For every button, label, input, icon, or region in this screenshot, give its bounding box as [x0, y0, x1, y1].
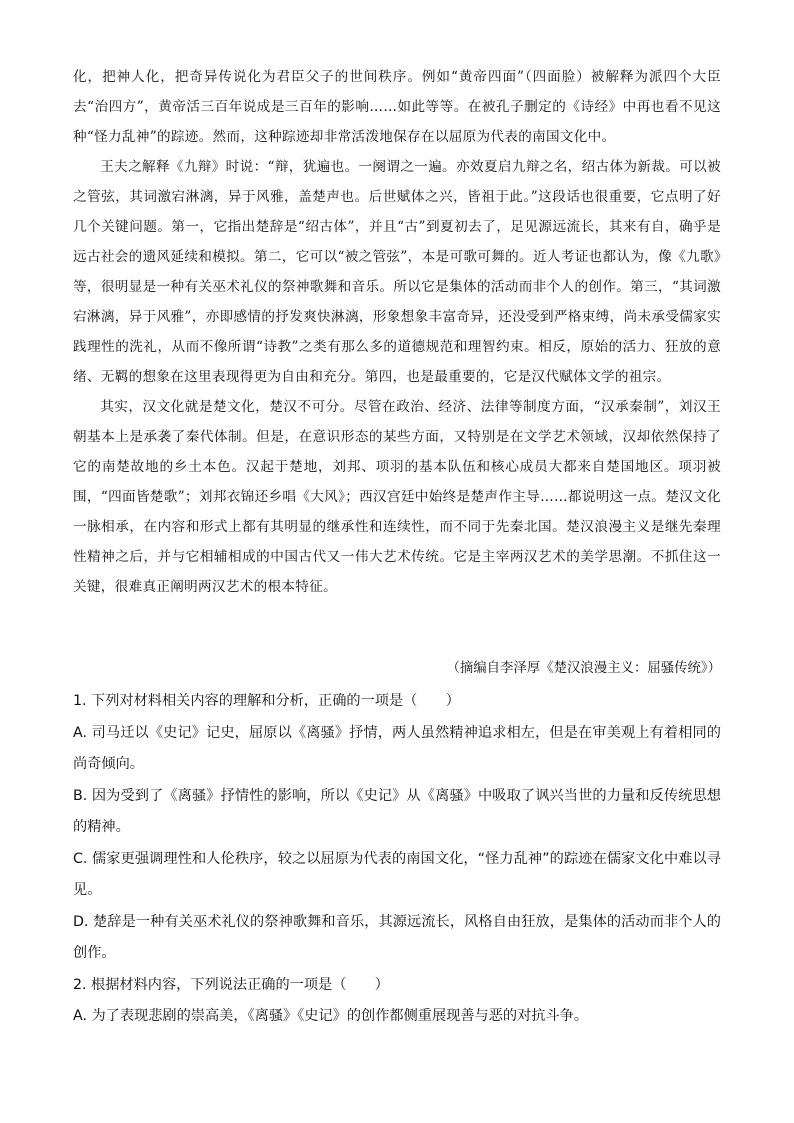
question-2-option-a: A. 为了表现悲剧的崇高美，《离骚》《史记》的创作都侧重展现善与恶的对抗斗争。 [73, 1008, 589, 1024]
question-1-option-d: D. 楚辞是一种有关巫术礼仪的祭神歌舞和音乐，其源远流长，风格自由狂放，是集体的活动而非个人的创作。 [73, 913, 721, 961]
passage-paragraph-3: 其实，汉文化就是楚文化，楚汉不可分。尽管在政治、经济、法律等制度方面，“汉承秦制”，刘汉王朝基本上是承袭了秦代体制。但是，在意识形态的某些方面，又特别是在文学艺术领域，汉却依然保持了它的南楚故地的乡土本色。汉起于楚地，刘邦、项羽的基本队伍和核心成员大都来自楚国地区。项羽被围，“四面皆楚歌”；刘邦衣锦还乡唱《大风》；西汉宫廷中始终是楚声作主导……都说明这一点。楚汉文化一脉相承，在内容和形式上都有其明显的继承性和连续性，而不同于先秦北国。楚汉浪漫主义是继先秦理性精神之后，并与它相辅相成的中国古代又一伟大艺术传统。它是主宰两汉艺术的美学思潮。不抓住这一关键，很难真正阐明两汉艺术的根本特征。 [73, 399, 721, 595]
passage-paragraph-2: 王夫之解释《九辩》时说：“辩，犹遍也。一阕谓之一遍。亦效夏启九辩之名，绍古体为新裁。可以被之管弦，其词激宕淋漓，异于风雅，盖楚声也。后世赋体之兴，皆祖于此。”这段话也很重要，它点明了好几个关键问题。第一，它指出楚辞是“绍古体”，并且“古”到夏初去了，足见源远流长，其来有自，确乎是远古社会的遗风延续和模拟。第二，它可以“被之管弦”，本是可歌可舞的。近人考证也都认为，像《九歌》等，很明显是一种有关巫术礼仪的祭神歌舞和音乐。所以它是集体的活动而非个人的创作。第三，“其词激宕淋漓，异于风雅”，亦即感情的抒发爽快淋漓，形象想象丰富奇异，还没受到严格束缚，尚未承受儒家实践理性的洗礼，从而不像所谓“诗教”之类有那么多的道德规范和理智约束。相反，原始的活力、狂放的意绪、无羁的想象在这里表现得更为自由和充分。第四，也是最重要的，它是汉代赋体文学的祖宗。 [73, 159, 721, 385]
question-1-option-b: B. 因为受到了《离骚》抒情性的影响，所以《史记》从《离骚》中吸取了讽兴当世的力量和反传统思想的精神。 [73, 787, 721, 835]
question-1-option-c: C. 儒家更强调理性和人伦秩序，较之以屈原为代表的南国文化，“怪力乱神”的踪迹在儒家文化中难以寻见。 [73, 850, 721, 898]
passage-paragraph-1: 化，把神人化，把奇异传说化为君臣父子的世间秩序。例如“黄帝四面”（四面脸）被解释为派四个大臣去“治四方”，黄帝活三百年说成是三百年的影响……如此等等。在被孔子删定的《诗经》中再也看不见这种“怪力乱神”的踪迹。然而，这种踪迹却非常活泼地保存在以屈原为代表的南国文化中。 [73, 69, 721, 145]
reading-passage [73, 62, 721, 602]
question-1-stem: 1. 下列对材料相关内容的理解和分析，正确的一项是（ ） [73, 693, 460, 709]
questions-section [73, 686, 721, 1033]
question-1-option-a: A. 司马迁以《史记》记史，屈原以《离骚》抒情，两人虽然精神追求相左，但是在审美观上有着相同的尚奇倾向。 [73, 724, 721, 772]
question-2-stem: 2. 根据材料内容，下列说法正确的一项是（ ） [73, 976, 389, 993]
source-citation: （摘编自李泽厚《楚汉浪漫主义：屈骚传统》） [446, 661, 721, 676]
